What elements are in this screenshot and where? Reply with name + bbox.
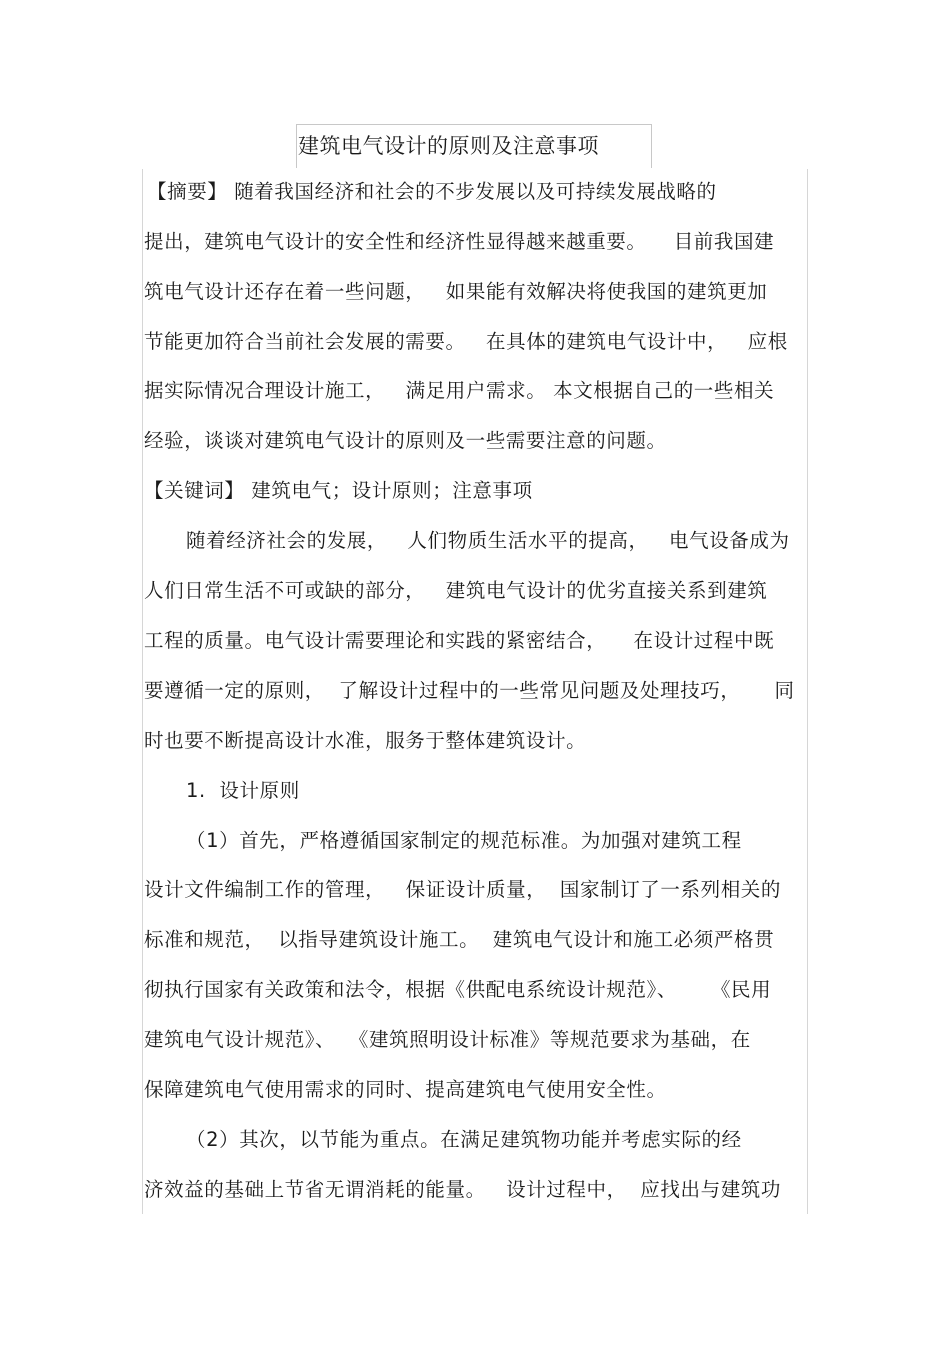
text-line: 随着经济社会的发展， 人们物质生活水平的提高， 电气设备成为 — [186, 529, 790, 552]
keywords-line: 【关键词】 建筑电气；设计原则；注意事项 — [144, 479, 533, 502]
text-line: 据实际情况合理设计施工， 满足用户需求。 本文根据自己的一些相关 — [144, 379, 775, 402]
text-line: 【摘要】 随着我国经济和社会的不步发展以及可持续发展战略的 — [147, 180, 717, 203]
text-line: 保障建筑电气使用需求的同时、提高建筑电气使用安全性。 — [144, 1078, 667, 1101]
text-line: 筑电气设计还存在着一些问题， 如果能有效解决将使我国的建筑更加 — [144, 280, 768, 303]
text-line: 要遵循一定的原则， 了解设计过程中的一些常见问题及处理技巧， 同 — [144, 679, 795, 702]
text-line: 提出，建筑电气设计的安全性和经济性显得越来越重要。 目前我国建 — [144, 230, 775, 253]
text-line: 标准和规范， 以指导建筑设计施工。 建筑电气设计和施工必须严格贯 — [144, 928, 775, 951]
text-line: 时也要不断提高设计水准，服务于整体建筑设计。 — [144, 729, 587, 752]
text-line: 工程的质量。电气设计需要理论和实践的紧密结合， 在设计过程中既 — [144, 629, 775, 652]
text-line: 经验，谈谈对建筑电气设计的原则及一些需要注意的问题。 — [144, 429, 667, 452]
text-line: 彻执行国家有关政策和法令，根据《供配电系统设计规范》、 《民用 — [144, 978, 772, 1001]
text-line: 节能更加符合当前社会发展的需要。 在具体的建筑电气设计中， 应根 — [144, 330, 788, 353]
text-line: （1）首先，严格遵循国家制定的规范标准。为加强对建筑工程 — [186, 829, 742, 852]
text-line: 设计文件编制工作的管理， 保证设计质量， 国家制订了一系列相关的 — [144, 878, 781, 901]
text-line: （2）其次，以节能为重点。在满足建筑物功能并考虑实际的经 — [186, 1128, 742, 1151]
document-title: 建筑电气设计的原则及注意事项 — [298, 134, 599, 158]
section-heading: 1. 设计原则 — [186, 779, 300, 802]
text-line: 济效益的基础上节省无谓消耗的能量。 设计过程中， 应找出与建筑功 — [144, 1178, 781, 1201]
text-line: 建筑电气设计规范》、 《建筑照明设计标准》等规范要求为基础，在 — [144, 1028, 751, 1051]
text-line: 人们日常生活不可或缺的部分， 建筑电气设计的优劣直接关系到建筑 — [144, 579, 768, 602]
